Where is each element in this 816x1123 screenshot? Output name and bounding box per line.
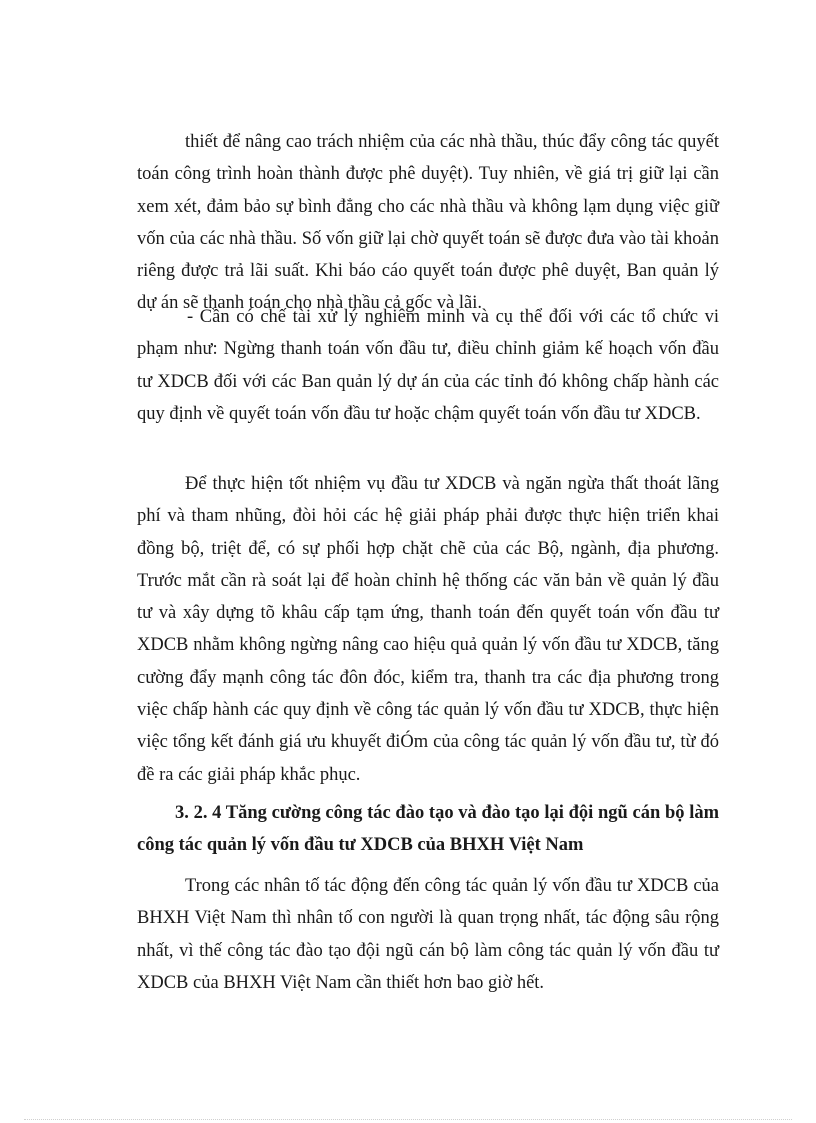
paragraph-text: - Cần có chế tài xử lý nghiêm minh và cụ thể đối với các tổ chức vi phạm như: Ngừng thanh toán vốn đầu tư, điều chỉnh giảm kế hoạch vốn đầu tư XDCB đối với các Ban quản lý dự án của các tỉnh đó không chấp hành các quy định về quyết toán vốn đầu tư hoặc chậm quyết toán vốn đầu tư XDCB.: [137, 307, 719, 424]
section-heading: 3. 2. 4 Tăng cường công tác đào tạo và đào tạo lại đội ngũ cán bộ làm công tác quản lý vốn đầu tư XDCB của BHXH Việt Nam: [137, 803, 719, 856]
paragraph-text: Trong các nhân tố tác động đến công tác quản lý vốn đầu tư XDCB của BHXH Việt Nam thì nhân tố con người là quan trọng nhất, tác động sâu rộng nhất, vì thế công tác đào tạo đội ngũ cán bộ làm công tác quản lý vốn đầu tư XDCB của BHXH Việt Nam cần thiết hơn bao giờ hết.: [137, 876, 719, 993]
page-bottom-rule: [24, 1119, 792, 1120]
paragraph-text: Để thực hiện tốt nhiệm vụ đầu tư XDCB và ngăn ngừa thất thoát lãng phí và tham nhũng, đòi hỏi các hệ giải pháp phải được thực hiện triển khai đồng bộ, triệt để, có sự phối hợp chặt chẽ của các Bộ, ngành, địa phương. Trước mắt cần rà soát lại để hoàn chỉnh hệ thống các văn bản về quản lý đầu tư và xây dựng tõ khâu cấp tạm ứng, thanh toán đến quyết toán vốn đầu tư XDCB nhằm không ngừng nâng cao hiệu quả quản lý vốn đầu tư XDCB, tăng cường đẩy mạnh công tác đôn đóc, kiểm tra, thanh tra các địa phương trong việc chấp hành các quy định về công tác quản lý vốn đầu tư XDCB, thực hiện việc tổng kết đánh giá ưu khuyết điÓm của công tác quản lý vốn đầu tư, từ đó đề ra các giải pháp khắc phục.: [137, 474, 719, 785]
paragraph-training: [137, 870, 719, 999]
section-heading-3-2-4: [137, 797, 719, 862]
paragraph-sanctions: [137, 301, 719, 430]
paragraph-solutions: [137, 468, 719, 791]
paragraph-retention-funds: [137, 126, 719, 320]
paragraph-text: thiết để nâng cao trách nhiệm của các nhà thầu, thúc đẩy công tác quyết toán công trình hoàn thành được phê duyệt). Tuy nhiên, về giá trị giữ lại cần xem xét, đảm bảo sự bình đẳng cho các nhà thầu và không lạm dụng việc giữ vốn của các nhà thầu. Số vốn giữ lại chờ quyết toán sẽ được đưa vào tài khoản riêng được trả lãi suất. Khi báo cáo quyết toán được phê duyệt, Ban quản lý dự án sẽ thanh toán cho nhà thầu cả gốc và lãi.: [137, 132, 719, 314]
